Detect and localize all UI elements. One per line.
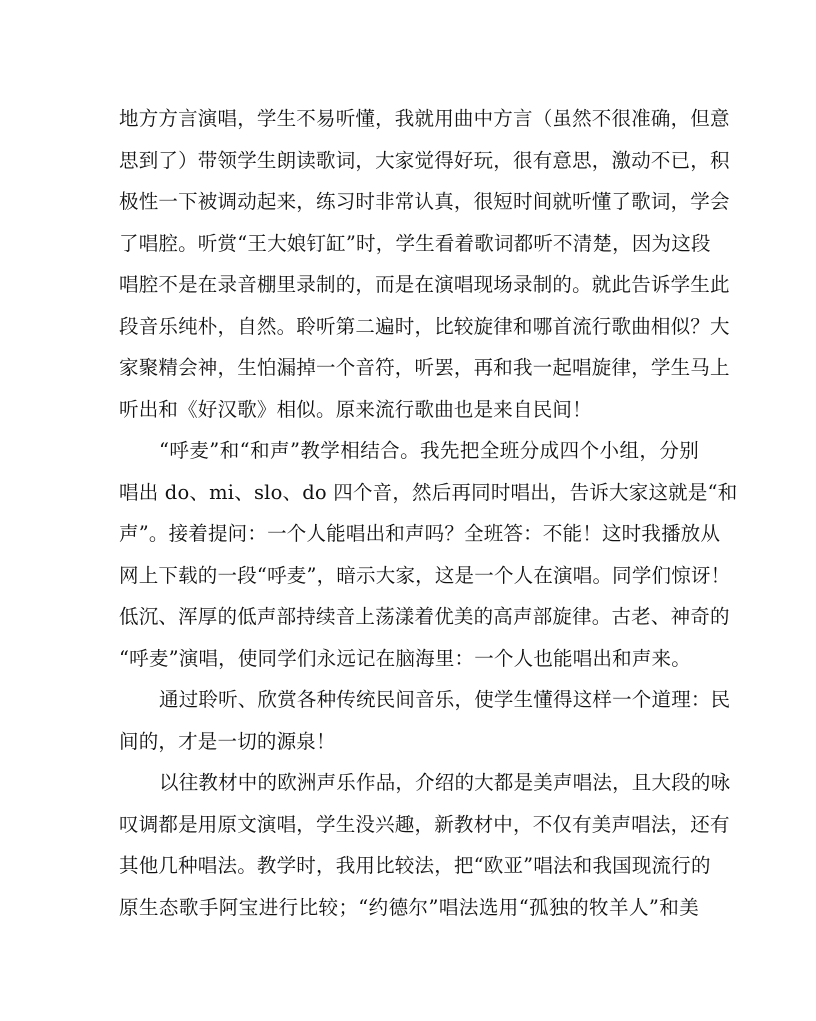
text-line: 唱腔不是在录音棚里录制的，而是在演唱现场录制的。就此告诉学生此 — [119, 273, 730, 296]
text-line: 原生态歌手阿宝进行比较；“约德尔”唱法选用“孤独的牧羊人”和美 — [119, 895, 699, 919]
text-line: 家聚精会神，生怕漏掉一个音符，听罢，再和我一起唱旋律，学生马上 — [119, 356, 730, 379]
text-line: 地方方言演唱，学生不易听懂，我就用曲中方言（虽然不很准确，但意 — [119, 107, 730, 130]
text-line: 其他几种唱法。教学时，我用比较法，把“欧亚”唱法和我国现流行的 — [119, 854, 711, 877]
text-line: 声”。接着提问：一个人能唱出和声吗？全班答：不能！这时我播放从 — [119, 522, 721, 545]
text-line: 唱出 do、mi、slo、do 四个音，然后再同时唱出，告诉大家这就是“和 — [119, 480, 738, 504]
text-line: 了唱腔。听赏“王大娘钉缸”时，学生看着歌词都听不清楚，因为这段 — [119, 231, 711, 255]
text-line: 思到了）带领学生朗读歌词，大家觉得好玩，很有意思，激动不已，积 — [119, 148, 730, 172]
document-body — [119, 98, 738, 928]
text-line: 听出和《好汉歌》相似。原来流行歌曲也是来自民间！ — [119, 397, 592, 421]
text-line: “呼麦”演唱，使同学们永远记在脑海里：一个人也能唱出和声来。 — [119, 646, 691, 670]
text-line: 极性一下被调动起来，练习时非常认真，很短时间就听懂了歌词，学会 — [119, 190, 730, 213]
text-line: 叹调都是用原文演唱，学生没兴趣，新教材中，不仅有美声唱法，还有 — [119, 812, 730, 836]
text-line: 网上下载的一段“呼麦”，暗示大家，这是一个人在演唱。同学们惊讶！ — [119, 563, 731, 587]
text-line: 低沉、浑厚的低声部持续音上荡漾着优美的高声部旋律。古老、神奇的 — [119, 605, 730, 628]
text-line: 以往教材中的欧洲声乐作品，介绍的大都是美声唱法，且大段的咏 — [159, 771, 731, 794]
text-line: 间的，才是一切的源泉！ — [119, 729, 336, 753]
text-line: “呼麦”和“和声”教学相结合。我先把全班分成四个小组，分别 — [159, 439, 699, 462]
text-line: 通过聆听、欣赏各种传统民间音乐，使学生懂得这样一个道理：民 — [159, 688, 731, 711]
text-line: 段音乐纯朴，自然。聆听第二遍时，比较旋律和哪首流行歌曲相似？大 — [119, 314, 730, 338]
